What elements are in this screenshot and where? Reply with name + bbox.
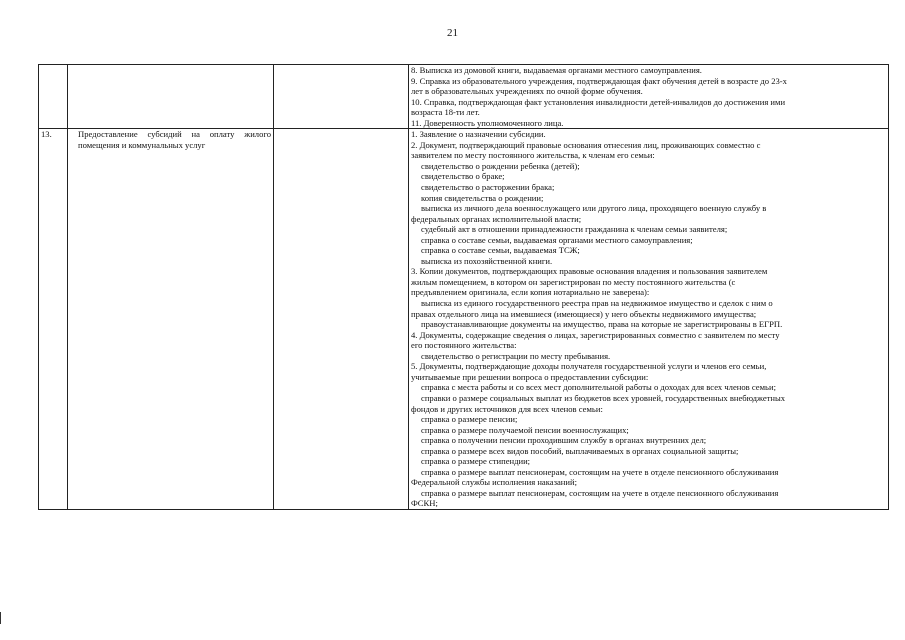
document-line: 10. Справка, подтверждающая факт установления инвалидности детей-инвалидов до достижения ими — [411, 96, 786, 107]
document-line: свидетельство о браке; — [421, 171, 505, 182]
table-row — [39, 129, 889, 510]
service-name-cell — [68, 129, 274, 510]
document-line: справка о составе семьи, выдаваемая ТСЖ; — [421, 245, 580, 256]
document-line: справка о составе семьи, выдаваемая органами местного самоуправления; — [421, 234, 693, 245]
row-number: 13. — [41, 129, 52, 140]
document-line: справка о размере всех видов пособий, выплачиваемых в органах социальной защиты; — [421, 445, 739, 456]
document-line: судебный акт в отношении принадлежности гражданина к членам семьи заявителя; — [421, 224, 728, 235]
document-line: федеральных органах исполнительной власти; — [411, 213, 582, 224]
document-line: правоустанавливающие документы на имущество, права на которые не зарегистрированы в ЕГРП. — [421, 319, 783, 330]
document-line: 1. Заявление о назначении субсидии. — [411, 129, 546, 140]
empty-column-cell — [274, 129, 409, 510]
document-line: учитываемые при решении вопроса о предоставлении субсидии: — [411, 371, 649, 382]
table-row — [39, 65, 889, 129]
document-line: предъявлением оригинала, если копия нотариально не заверена): — [411, 287, 650, 298]
document-line: свидетельство о рождении ребенка (детей); — [421, 160, 580, 171]
document-line: правах отдельного лица на имевшиеся (имеющиеся) у него объекты недвижимого имущества; — [411, 308, 757, 319]
document-line: 5. Документы, подтверждающие доходы получателя государственной услуги и членов его семьи, — [411, 361, 767, 372]
row-number-cell — [39, 65, 68, 129]
document-line: справки о размере социальных выплат из бюджетов всех уровней, государственных внебюджетных — [421, 392, 786, 403]
service-name: Предоставление субсидий на оплату жилого помещения и коммунальных услуг — [78, 129, 271, 150]
document-line: 4. Документы, содержащие сведения о лицах, зарегистрированных совместно с заявителем по месту — [411, 329, 780, 340]
document-line: справка о размере пенсии; — [421, 414, 518, 425]
document-line: жилым помещением, в котором он зарегистрирован по месту постоянного жительства (с — [411, 276, 736, 287]
document-line: справка с места работы и со всех мест дополнительной работы о доходах для всех членов семьи; — [421, 382, 776, 393]
document-line: 3. Копии документов, подтверждающих правовые основания владения и пользования заявителем — [411, 266, 768, 277]
service-name-cell — [68, 65, 274, 129]
document-line: 8. Выписка из домовой книги, выдаваемая органами местного самоуправления. — [411, 65, 702, 75]
document-line: 2. Документ, подтверждающий правовые основания отнесения лиц, проживающих совместно с — [411, 139, 761, 150]
document-line: свидетельство о регистрации по месту пребывания. — [421, 350, 611, 361]
documents-cell — [409, 129, 889, 510]
documents-cell — [409, 65, 889, 129]
document-line: ФСКН; — [411, 498, 438, 509]
document-line: справка о размере стипендии; — [421, 456, 531, 467]
scan-margin-mark — [0, 612, 1, 624]
document-line: Федеральной службы исполнения наказаний; — [411, 477, 577, 488]
document-line: лет в образовательных учреждениях по очной форме обучения. — [411, 86, 643, 97]
row-number-cell — [39, 129, 68, 510]
document-line: справка о размере получаемой пенсии военнослужащих; — [421, 424, 629, 435]
document-line: выписка из личного дела военнослужащего или другого лица, проходящего военную службу в — [421, 203, 767, 214]
document-line: выписка из единого государственного реестра прав на недвижимое имущество и сделок с ним о — [421, 298, 773, 309]
document-line: фондов и других источников для всех членов семьи: — [411, 403, 603, 414]
document-line: справка о размере выплат пенсионерам, состоящим на учете в отделе пенсионного обслуживания — [421, 466, 779, 477]
document-line: 9. Справка из образовательного учреждения, подтверждающая факт обучения детей в возрасте до 23-х — [411, 75, 787, 86]
document-line: его постоянного жительства: — [411, 340, 517, 351]
document-line: заявителем по месту постоянного жительства, к членам его семьи: — [411, 150, 655, 161]
empty-column-cell — [274, 65, 409, 129]
document-line: выписка из похозяйственной книги. — [421, 255, 553, 266]
document-line: справка о размере выплат пенсионерам, состоящим на учете в отделе пенсионного обслуживания — [421, 487, 779, 498]
document-line: свидетельство о расторжении брака; — [421, 182, 555, 193]
page-number: 21 — [447, 27, 458, 39]
services-table — [38, 64, 889, 510]
services-table-body — [39, 65, 889, 510]
document-line: справка о получении пенсии проходившим службу в органах внутренних дел; — [421, 435, 707, 446]
document-line: 11. Доверенность уполномоченного лица. — [411, 117, 564, 128]
document-line: копия свидетельства о рождении; — [421, 192, 544, 203]
document-line: возраста 18-ти лет. — [411, 107, 480, 118]
